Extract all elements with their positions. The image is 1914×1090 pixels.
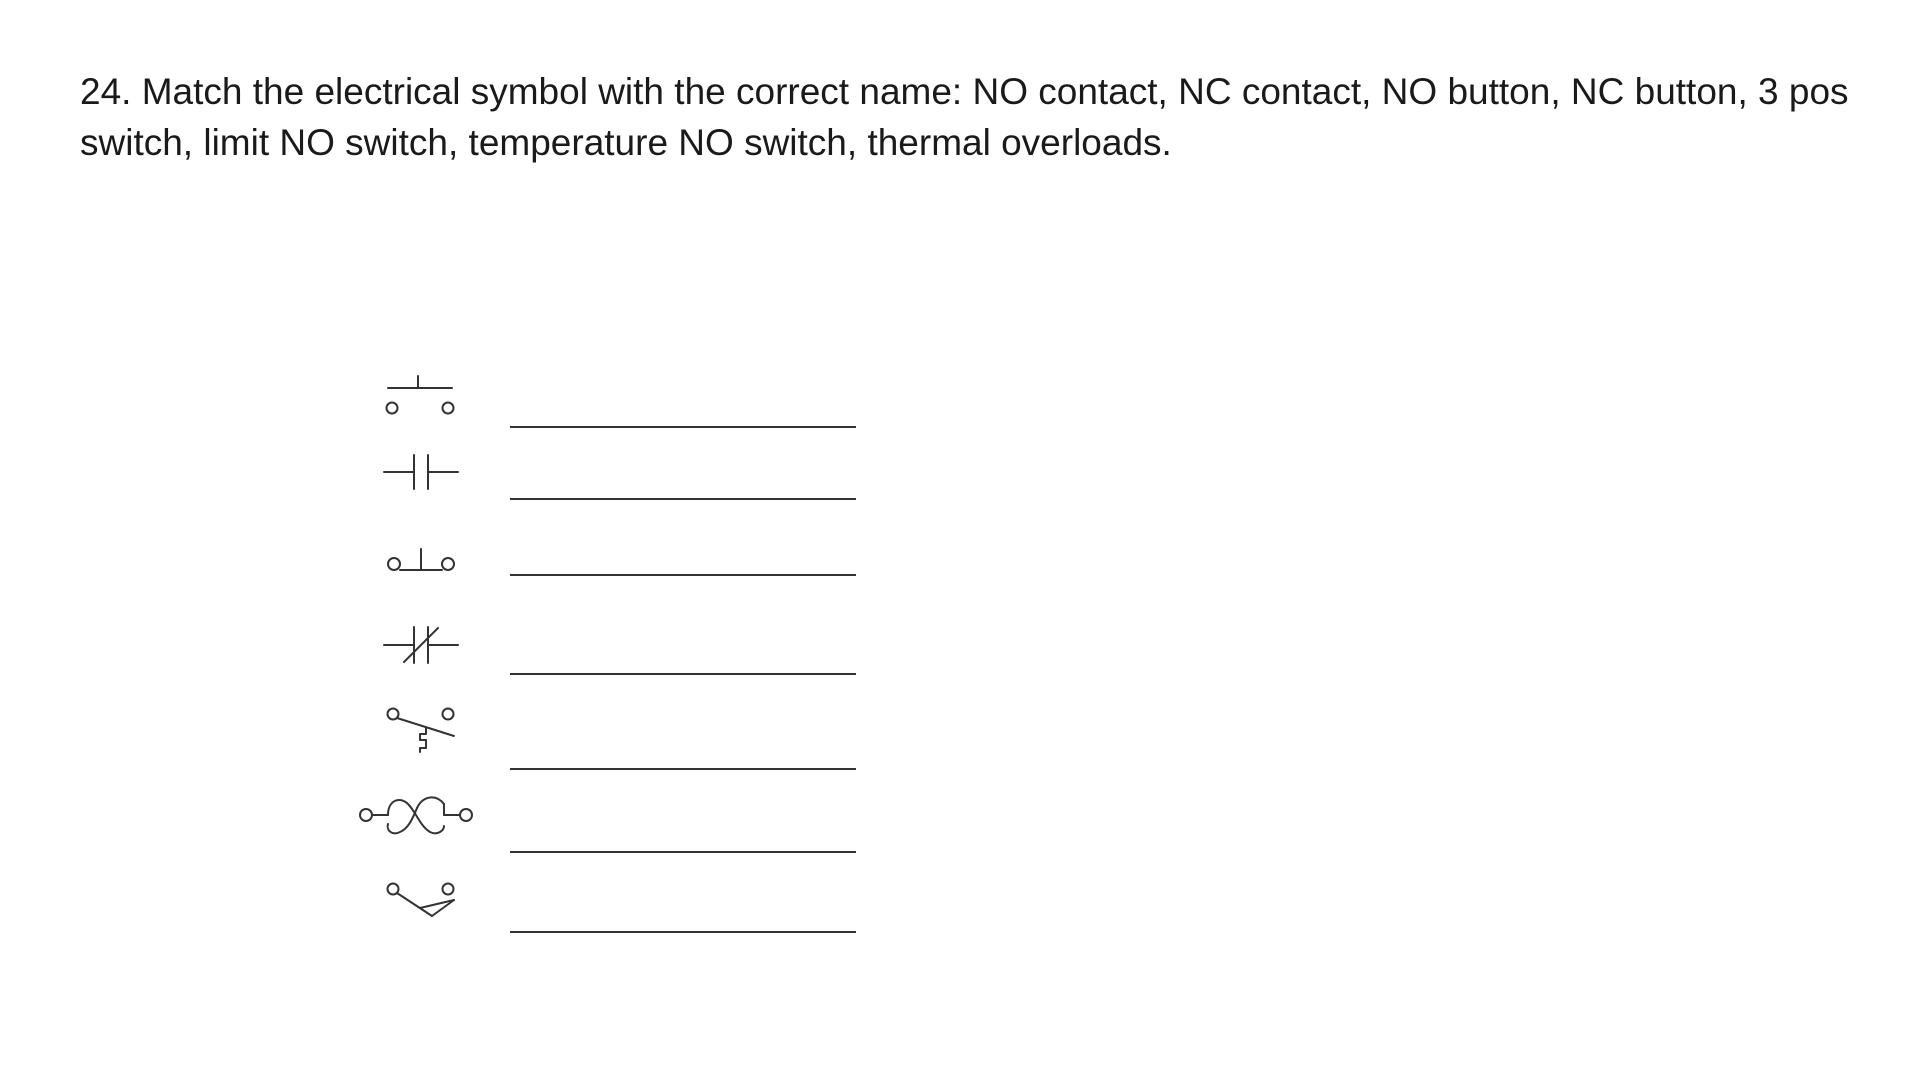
no-push-button-icon <box>382 543 462 577</box>
thermal-overload-icon <box>356 790 488 840</box>
nc-contact-icon <box>380 624 460 666</box>
answer-blank-6[interactable] <box>510 851 856 853</box>
answer-blank-2[interactable] <box>510 498 856 500</box>
answer-blank-5[interactable] <box>510 768 856 770</box>
answer-blank-3[interactable] <box>510 574 856 576</box>
answer-blank-7[interactable] <box>510 931 856 933</box>
question-text: 24. Match the electrical symbol with the correct name: NO contact, NC contact, NO button, NC button, 3 pos switch, limit NO switch, temperature NO switch, thermal overloads. <box>80 71 1849 163</box>
answer-blank-4[interactable] <box>510 673 856 675</box>
temperature-no-switch-icon <box>382 704 462 756</box>
no-contact-icon <box>380 452 460 492</box>
nc-push-button-icon <box>378 372 458 418</box>
answer-blank-1[interactable] <box>510 426 856 428</box>
limit-no-switch-icon <box>382 880 462 920</box>
